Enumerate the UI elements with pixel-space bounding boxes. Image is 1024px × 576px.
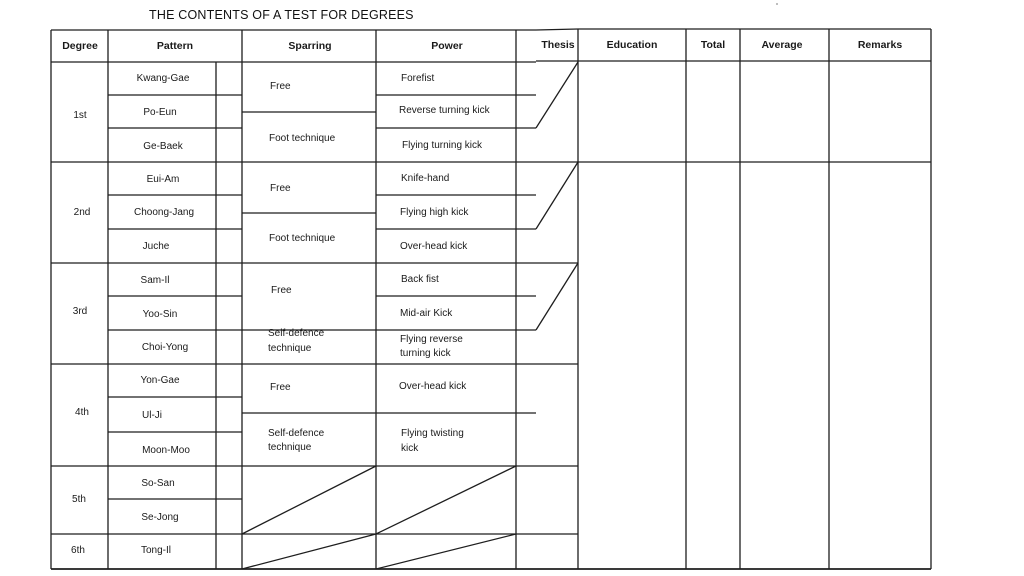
pattern-cell: Juche bbox=[142, 241, 170, 252]
pattern-cell: Choi-Yong bbox=[141, 342, 189, 353]
power-cell: Flying twisting bbox=[401, 428, 464, 439]
pattern-cell: Eui-Am bbox=[146, 174, 180, 185]
degree-label: 1st bbox=[73, 110, 87, 121]
power-cell: Flying turning kick bbox=[402, 140, 483, 151]
header-degree: Degree bbox=[62, 40, 98, 52]
pattern-cell: Po-Eun bbox=[143, 107, 177, 118]
sparring-cell: Self-defence bbox=[268, 428, 325, 439]
header-average: Average bbox=[761, 39, 803, 51]
header-sparring: Sparring bbox=[288, 40, 332, 52]
sparring-cell: Self-defence bbox=[268, 328, 325, 339]
pattern-cell: Yon-Gae bbox=[140, 375, 180, 386]
header-total: Total bbox=[700, 39, 726, 51]
pattern-cell: Se-Jong bbox=[141, 512, 179, 523]
power-cell: Over-head kick bbox=[400, 241, 468, 252]
pattern-cell: Ul-Ji bbox=[142, 410, 162, 421]
pattern-cell: Ge-Baek bbox=[143, 141, 183, 152]
pattern-cell: Yoo-Sin bbox=[142, 309, 178, 320]
scan-speck bbox=[776, 3, 778, 5]
sparring-cell: Free bbox=[270, 183, 291, 194]
pattern-cell: Kwang-Gae bbox=[136, 73, 190, 84]
pattern-cell: Choong-Jang bbox=[133, 207, 195, 218]
power-cell: Reverse turning kick bbox=[399, 105, 490, 116]
header-power: Power bbox=[431, 40, 463, 52]
sparring-cell: Free bbox=[270, 382, 291, 393]
pattern-cell: So-San bbox=[141, 478, 175, 489]
power-cell: kick bbox=[401, 443, 419, 454]
degree-label: 2nd bbox=[73, 207, 91, 218]
pattern-cell: Tong-Il bbox=[140, 545, 172, 556]
degree-label: 5th bbox=[72, 494, 86, 505]
sparring-cell: Free bbox=[271, 285, 292, 296]
power-cell: Flying reverse bbox=[400, 334, 463, 345]
sparring-cell: technique bbox=[268, 343, 312, 354]
power-cell: Flying high kick bbox=[400, 207, 469, 218]
power-cell: Back fist bbox=[401, 274, 439, 285]
page-title: THE CONTENTS OF A TEST FOR DEGREES bbox=[149, 8, 414, 22]
power-cell: Over-head kick bbox=[399, 381, 467, 392]
power-cell: Knife-hand bbox=[401, 173, 450, 184]
power-cell: turning kick bbox=[400, 348, 451, 359]
header-remarks: Remarks bbox=[857, 39, 903, 51]
degree-label: 3rd bbox=[72, 306, 88, 317]
header-education: Education bbox=[606, 39, 658, 51]
sparring-cell: Free bbox=[270, 81, 291, 92]
power-cell: Mid-air Kick bbox=[400, 308, 453, 319]
sparring-cell: Foot technique bbox=[269, 133, 336, 144]
degree-label: 4th bbox=[75, 407, 89, 418]
sparring-cell: technique bbox=[268, 442, 312, 453]
header-thesis: Thesis bbox=[541, 39, 575, 51]
pattern-cell: Sam-Il bbox=[140, 275, 170, 286]
header-pattern: Pattern bbox=[156, 40, 194, 52]
degree-label: 6th bbox=[71, 545, 85, 556]
pattern-cell: Moon-Moo bbox=[142, 445, 190, 456]
power-cell: Forefist bbox=[401, 73, 435, 84]
sparring-cell: Foot technique bbox=[269, 233, 336, 244]
